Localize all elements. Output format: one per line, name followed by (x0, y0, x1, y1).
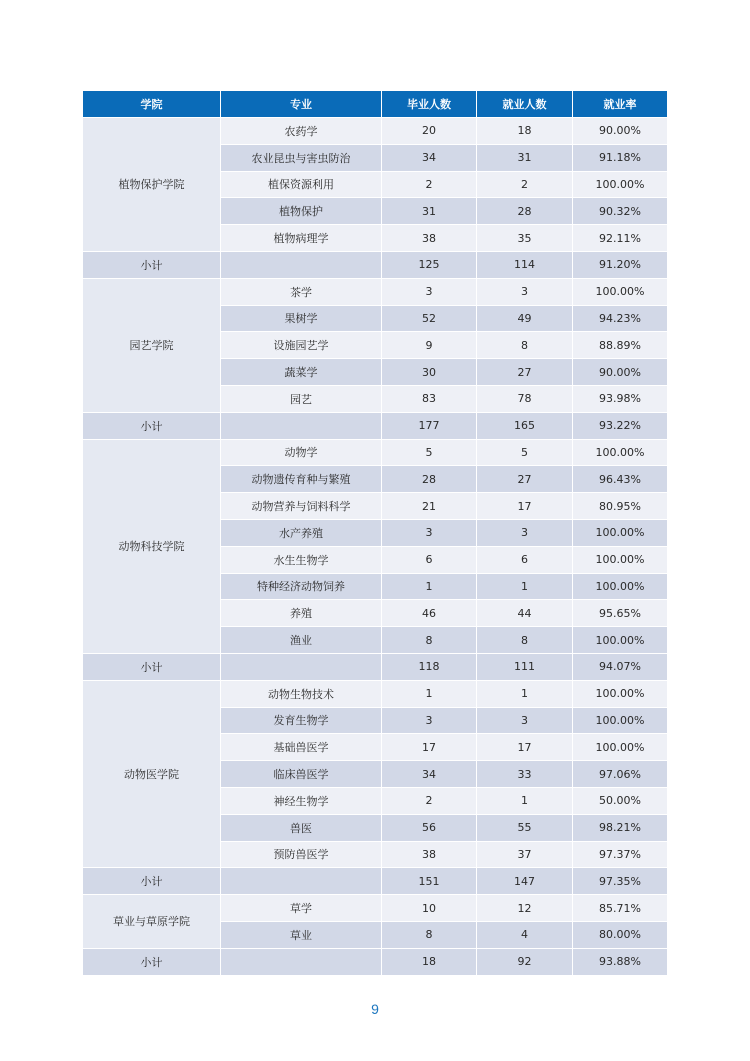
graduates-cell: 38 (382, 842, 477, 869)
employment-rate-cell: 90.00% (573, 359, 667, 386)
major-cell: 园艺 (221, 386, 382, 413)
subtotal-label-cell: 小计 (83, 413, 221, 440)
major-cell: 草学 (221, 895, 382, 922)
graduates-cell: 9 (382, 332, 477, 359)
employed-cell: 8 (477, 627, 573, 654)
employment-rate-cell: 80.95% (573, 493, 667, 520)
employment-rate-cell: 97.06% (573, 761, 667, 788)
graduates-cell: 56 (382, 815, 477, 842)
header-row (83, 91, 667, 118)
graduates-cell: 2 (382, 788, 477, 815)
subtotal-row (83, 949, 667, 976)
graduates-cell: 6 (382, 547, 477, 574)
major-cell: 草业 (221, 922, 382, 949)
table-row (83, 118, 667, 145)
graduates-cell: 83 (382, 386, 477, 413)
header-college: 学院 (83, 91, 221, 118)
subtotal-major-cell (221, 949, 382, 976)
employment-rate-cell: 100.00% (573, 279, 667, 306)
subtotal-row (83, 654, 667, 681)
employed-cell: 78 (477, 386, 573, 413)
subtotal-graduates-cell: 177 (382, 413, 477, 440)
subtotal-employed-cell: 114 (477, 252, 573, 279)
subtotal-major-cell (221, 654, 382, 681)
table-row (83, 681, 667, 708)
employment-rate-cell: 100.00% (573, 547, 667, 574)
major-cell: 基础兽医学 (221, 734, 382, 761)
header-graduates: 毕业人数 (382, 91, 477, 118)
subtotal-rate-cell: 93.88% (573, 949, 667, 976)
major-cell: 设施园艺学 (221, 332, 382, 359)
major-cell: 预防兽医学 (221, 842, 382, 869)
major-cell: 动物遗传育种与繁殖 (221, 466, 382, 493)
major-cell: 茶学 (221, 279, 382, 306)
employed-cell: 18 (477, 118, 573, 145)
employment-rate-cell: 100.00% (573, 681, 667, 708)
employed-cell: 3 (477, 279, 573, 306)
employment-rate-cell: 100.00% (573, 574, 667, 601)
graduates-cell: 3 (382, 279, 477, 306)
subtotal-label-cell: 小计 (83, 868, 221, 895)
college-cell: 动物科技学院 (83, 440, 221, 654)
major-cell: 果树学 (221, 306, 382, 333)
employment-rate-cell: 100.00% (573, 520, 667, 547)
header-employed: 就业人数 (477, 91, 573, 118)
major-cell: 动物营养与饲料科学 (221, 493, 382, 520)
employment-rate-cell: 100.00% (573, 734, 667, 761)
employment-rate-cell: 95.65% (573, 600, 667, 627)
employment-rate-cell: 100.00% (573, 708, 667, 735)
subtotal-graduates-cell: 18 (382, 949, 477, 976)
major-cell: 养殖 (221, 600, 382, 627)
subtotal-row (83, 413, 667, 440)
table-row (83, 895, 667, 922)
table-row (83, 279, 667, 306)
graduates-cell: 1 (382, 574, 477, 601)
major-cell: 植保资源利用 (221, 172, 382, 199)
subtotal-label-cell: 小计 (83, 654, 221, 681)
graduates-cell: 3 (382, 708, 477, 735)
employment-rate-cell: 97.37% (573, 842, 667, 869)
employed-cell: 49 (477, 306, 573, 333)
table-row (83, 440, 667, 467)
graduates-cell: 8 (382, 922, 477, 949)
employed-cell: 2 (477, 172, 573, 199)
employment-rate-cell: 100.00% (573, 440, 667, 467)
employment-rate-cell: 93.98% (573, 386, 667, 413)
subtotal-graduates-cell: 151 (382, 868, 477, 895)
graduates-cell: 34 (382, 145, 477, 172)
employed-cell: 8 (477, 332, 573, 359)
graduates-cell: 28 (382, 466, 477, 493)
graduates-cell: 10 (382, 895, 477, 922)
employment-rate-cell: 92.11% (573, 225, 667, 252)
header-employment-rate: 就业率 (573, 91, 667, 118)
major-cell: 农药学 (221, 118, 382, 145)
subtotal-major-cell (221, 252, 382, 279)
graduates-cell: 30 (382, 359, 477, 386)
major-cell: 特种经济动物饲养 (221, 574, 382, 601)
employed-cell: 44 (477, 600, 573, 627)
subtotal-row (83, 868, 667, 895)
employment-rate-cell: 100.00% (573, 172, 667, 199)
employed-cell: 27 (477, 359, 573, 386)
employment-rate-cell: 94.23% (573, 306, 667, 333)
graduates-cell: 52 (382, 306, 477, 333)
subtotal-employed-cell: 92 (477, 949, 573, 976)
employed-cell: 4 (477, 922, 573, 949)
graduates-cell: 21 (382, 493, 477, 520)
major-cell: 动物生物技术 (221, 681, 382, 708)
subtotal-employed-cell: 111 (477, 654, 573, 681)
page-number: 9 (371, 1001, 379, 1017)
subtotal-employed-cell: 165 (477, 413, 573, 440)
major-cell: 渔业 (221, 627, 382, 654)
subtotal-rate-cell: 91.20% (573, 252, 667, 279)
subtotal-major-cell (221, 868, 382, 895)
subtotal-rate-cell: 93.22% (573, 413, 667, 440)
graduates-cell: 46 (382, 600, 477, 627)
employed-cell: 28 (477, 198, 573, 225)
subtotal-label-cell: 小计 (83, 252, 221, 279)
subtotal-graduates-cell: 118 (382, 654, 477, 681)
subtotal-graduates-cell: 125 (382, 252, 477, 279)
subtotal-employed-cell: 147 (477, 868, 573, 895)
major-cell: 发育生物学 (221, 708, 382, 735)
graduates-cell: 34 (382, 761, 477, 788)
graduates-cell: 2 (382, 172, 477, 199)
major-cell: 动物学 (221, 440, 382, 467)
subtotal-rate-cell: 97.35% (573, 868, 667, 895)
major-cell: 兽医 (221, 815, 382, 842)
employment-rate-cell: 98.21% (573, 815, 667, 842)
employment-table (83, 91, 667, 976)
employment-rate-cell: 88.89% (573, 332, 667, 359)
major-cell: 农业昆虫与害虫防治 (221, 145, 382, 172)
subtotal-label-cell: 小计 (83, 949, 221, 976)
employed-cell: 1 (477, 681, 573, 708)
subtotal-major-cell (221, 413, 382, 440)
subtotal-row (83, 252, 667, 279)
graduates-cell: 31 (382, 198, 477, 225)
college-cell: 植物保护学院 (83, 118, 221, 252)
employment-rate-cell: 91.18% (573, 145, 667, 172)
employed-cell: 12 (477, 895, 573, 922)
major-cell: 水生生物学 (221, 547, 382, 574)
employed-cell: 6 (477, 547, 573, 574)
employment-rate-cell: 100.00% (573, 627, 667, 654)
header-major: 专业 (221, 91, 382, 118)
subtotal-rate-cell: 94.07% (573, 654, 667, 681)
major-cell: 蔬菜学 (221, 359, 382, 386)
employed-cell: 35 (477, 225, 573, 252)
employed-cell: 3 (477, 520, 573, 547)
graduates-cell: 1 (382, 681, 477, 708)
college-cell: 园艺学院 (83, 279, 221, 413)
graduates-cell: 5 (382, 440, 477, 467)
graduates-cell: 20 (382, 118, 477, 145)
major-cell: 临床兽医学 (221, 761, 382, 788)
college-cell: 动物医学院 (83, 681, 221, 869)
employed-cell: 27 (477, 466, 573, 493)
graduates-cell: 8 (382, 627, 477, 654)
employed-cell: 33 (477, 761, 573, 788)
college-cell: 草业与草原学院 (83, 895, 221, 949)
major-cell: 水产养殖 (221, 520, 382, 547)
employed-cell: 37 (477, 842, 573, 869)
employed-cell: 5 (477, 440, 573, 467)
employed-cell: 31 (477, 145, 573, 172)
employed-cell: 1 (477, 574, 573, 601)
employment-rate-cell: 80.00% (573, 922, 667, 949)
employment-rate-cell: 90.32% (573, 198, 667, 225)
graduates-cell: 17 (382, 734, 477, 761)
employment-rate-cell: 96.43% (573, 466, 667, 493)
employment-rate-cell: 50.00% (573, 788, 667, 815)
major-cell: 植物病理学 (221, 225, 382, 252)
major-cell: 神经生物学 (221, 788, 382, 815)
graduates-cell: 3 (382, 520, 477, 547)
employment-rate-cell: 85.71% (573, 895, 667, 922)
employed-cell: 1 (477, 788, 573, 815)
employed-cell: 55 (477, 815, 573, 842)
employed-cell: 3 (477, 708, 573, 735)
major-cell: 植物保护 (221, 198, 382, 225)
employed-cell: 17 (477, 493, 573, 520)
employed-cell: 17 (477, 734, 573, 761)
employment-rate-cell: 90.00% (573, 118, 667, 145)
graduates-cell: 38 (382, 225, 477, 252)
